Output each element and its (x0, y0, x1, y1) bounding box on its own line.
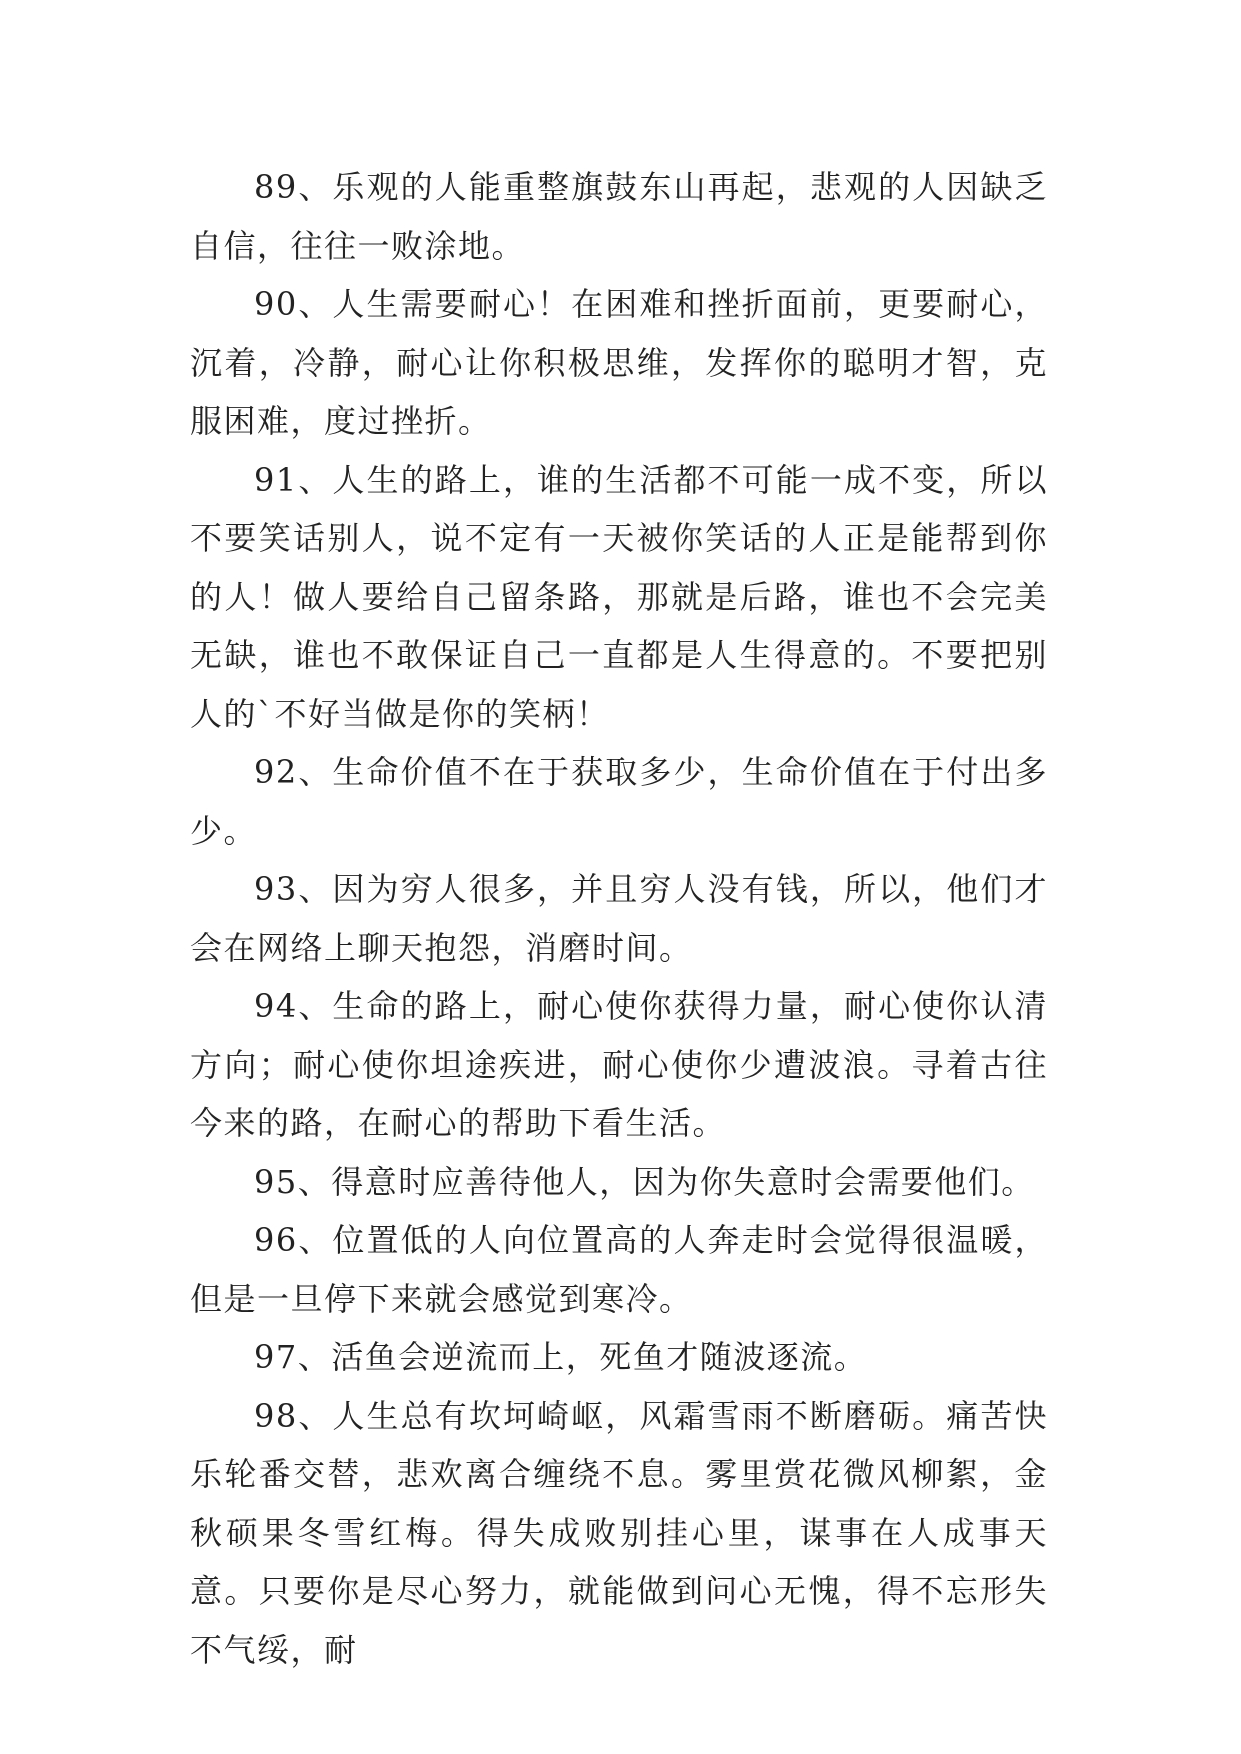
paragraph-89: 89、乐观的人能重整旗鼓东山再起，悲观的人因缺乏自信，往往一败涂地。 (190, 168, 1048, 265)
paragraph-96: 96、位置低的人向位置高的人奔走时会觉得很温暖，但是一旦停下来就会感觉到寒冷。 (190, 1221, 1048, 1318)
paragraph-90: 90、人生需要耐心！在困难和挫折面前，更要耐心，沉着，冷静，耐心让你积极思维，发挥你的聪明才智，克服困难，度过挫折。 (190, 285, 1048, 440)
paragraph-92: 92、生命价值不在于获取多少，生命价值在于付出多少。 (190, 753, 1048, 850)
paragraph-95: 95、得意时应善待他人，因为你失意时会需要他们。 (254, 1162, 1035, 1201)
paragraph-97: 97、活鱼会逆流而上，死鱼才随波逐流。 (254, 1338, 868, 1376)
paragraph-94: 94、生命的路上，耐心使你获得力量，耐心使你认清方向；耐心使你坦途疾进，耐心使你少遭波浪。寻着古往今来的路，在耐心的帮助下看生活。 (190, 987, 1048, 1142)
document-body (190, 158, 1048, 1679)
paragraph-91: 91、人生的路上，谁的生活都不可能一成不变，所以不要笑话别人，说不定有一天被你笑话的人正是能帮到你的人！做人要给自己留条路，那就是后路，谁也不会完美无缺，谁也不敢保证自己一直都是人生得意的。不要把别人的`不好当做是你的笑柄！ (190, 460, 1048, 733)
paragraph-93: 93、因为穷人很多，并且穷人没有钱，所以，他们才会在网络上聊天抱怨，消磨时间。 (190, 870, 1048, 967)
paragraph-98: 98、人生总有坎坷崎岖，风霜雪雨不断磨砺。痛苦快乐轮番交替，悲欢离合缠绕不息。雾里赏花微风柳絮，金秋硕果冬雪红梅。得失成败别挂心里，谋事在人成事天意。只要你是尽心努力，就能做到问心无愧，得不忘形失不气绥，耐 (190, 1396, 1048, 1669)
